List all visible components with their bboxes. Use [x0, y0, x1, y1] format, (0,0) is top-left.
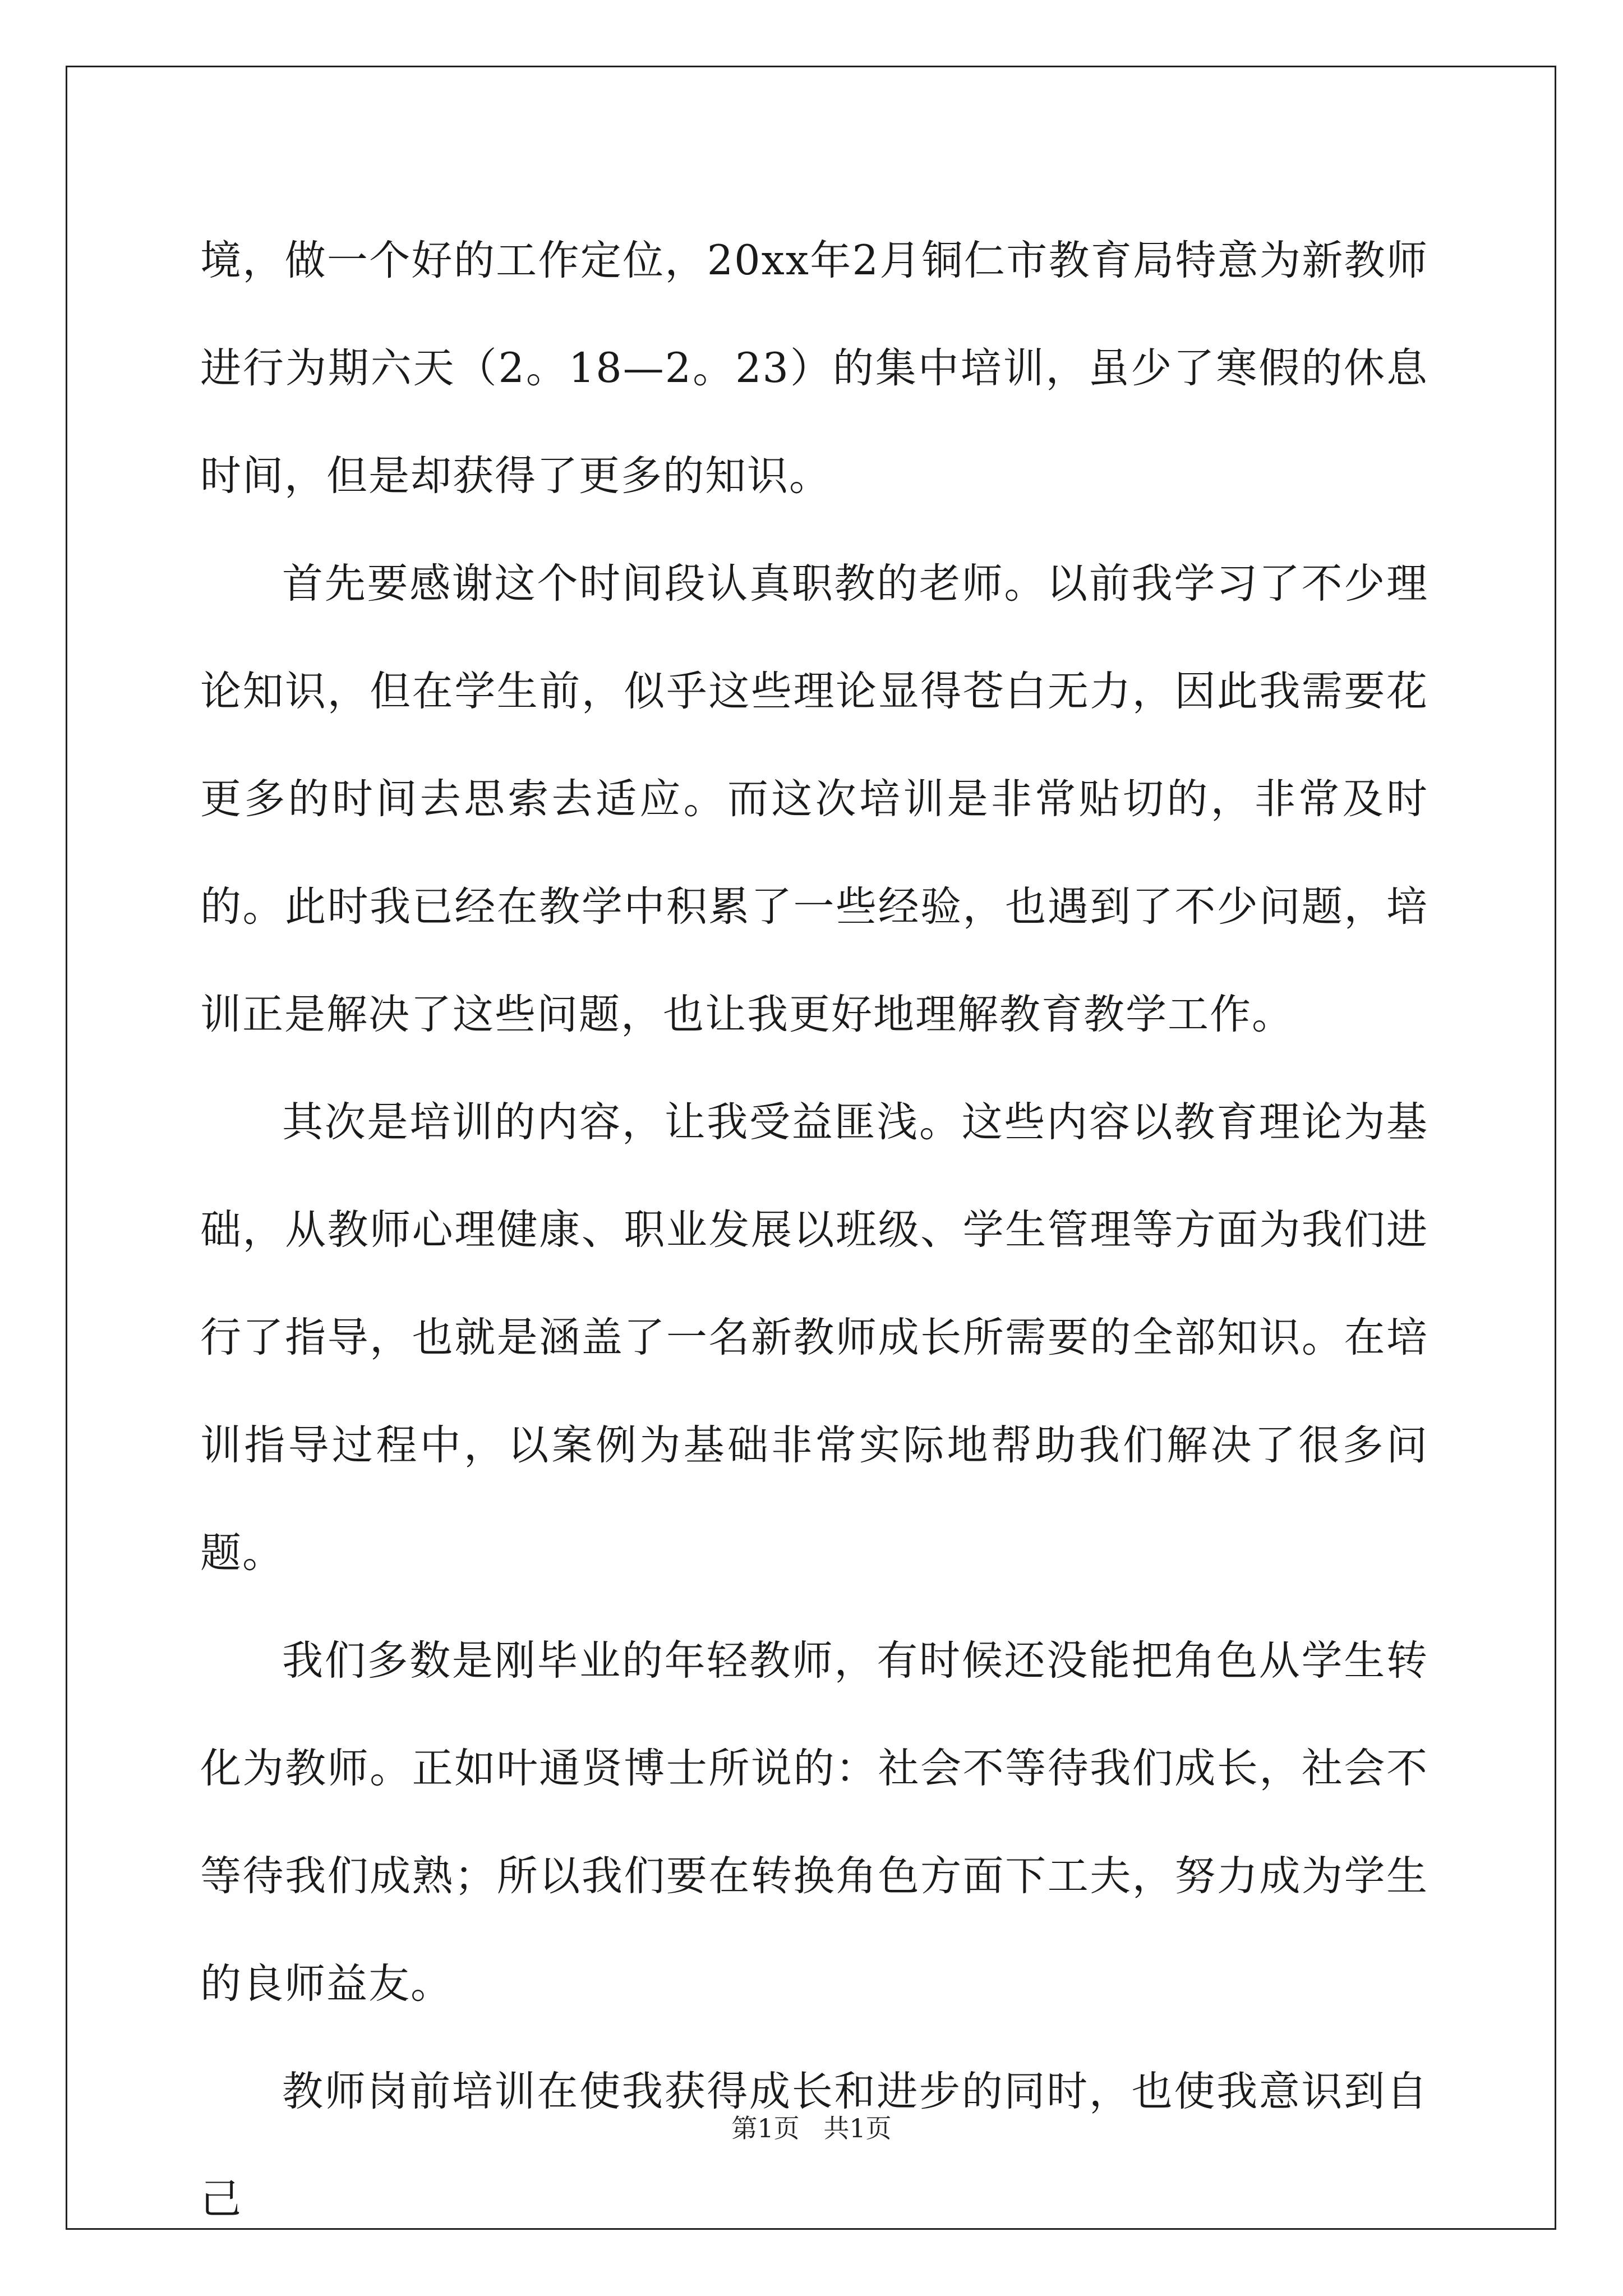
- document-body: [200, 207, 1428, 2253]
- page-number-total: 共1页: [823, 2113, 892, 2143]
- paragraph-1: 境，做一个好的工作定位，20xx年2月铜仁市教育局特意为新教师进行为期六天（2。18—2。23）的集中培训，虽少了寒假的休息时间，但是却获得了更多的知识。: [200, 237, 1428, 500]
- page-number-current: 第1页: [731, 2113, 800, 2143]
- paragraph-2: 首先要感谢这个时间段认真职教的老师。以前我学习了不少理论知识，但在学生前，似乎这些理论显得苍白无力，因此我需要花更多的时间去思索去适应。而这次培训是非常贴切的，非常及时的。此时我已经在教学中积累了一些经验，也遇到了不少问题，培训正是解决了这些问题，也让我更好地理解教育教学工作。: [200, 560, 1428, 1038]
- paragraph-3: 其次是培训的内容，让我受益匪浅。这些内容以教育理论为基础，从教师心理健康、职业发展以班级、学生管理等方面为我们进行了指导，也就是涵盖了一名新教师成长所需要的全部知识。在培训指导过程中，以案例为基础非常实际地帮助我们解决了很多问题。: [200, 1098, 1428, 1577]
- paragraph-5: 教师岗前培训在使我获得成长和进步的同时，也使我意识到自己: [200, 2068, 1428, 2223]
- paragraph-4: 我们多数是刚毕业的年轻教师，有时候还没能把角色从学生转化为教师。正如叶通贤博士所说的：社会不等待我们成长，社会不等待我们成熟；所以我们要在转换角色方面下工夫，努力成为学生的良师益友。: [200, 1637, 1428, 2008]
- page-footer: [0, 2111, 1623, 2145]
